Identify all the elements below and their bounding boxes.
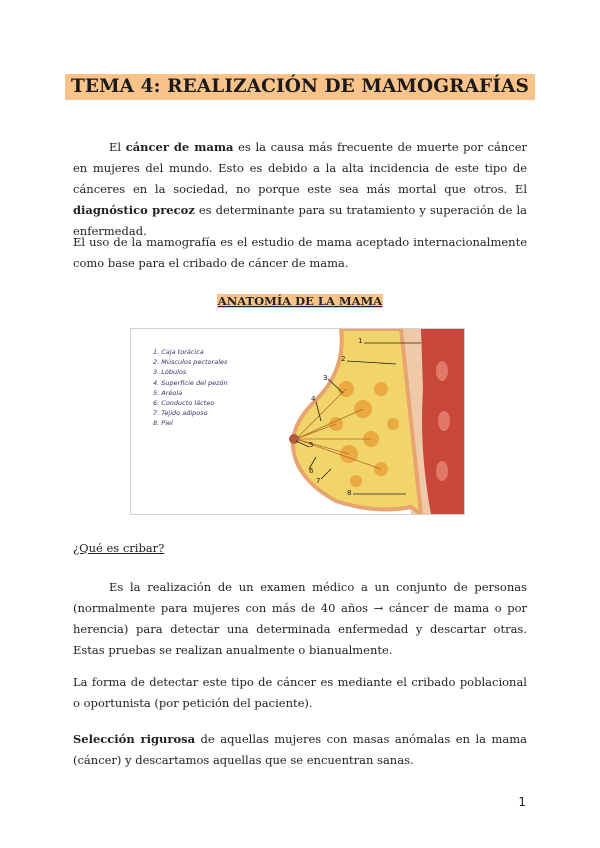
- title-container: [0, 74, 600, 100]
- rib-shape: [436, 461, 448, 481]
- legend-item: 7. Tejido adiposo: [153, 409, 208, 418]
- callout-label: 5: [309, 441, 314, 449]
- intro-bold-cancer: cáncer de mama: [125, 140, 234, 154]
- legend-item: 3. Lóbulos: [153, 368, 187, 377]
- legend-item: 6. Conducto lácteo: [153, 399, 215, 408]
- mammography-paragraph: [73, 232, 527, 274]
- legend-item: 2. Músculos pectorales: [153, 358, 228, 367]
- legend-item: 4. Superficie del pezón: [153, 378, 228, 387]
- intro-paragraph: [73, 137, 527, 242]
- callout-label: 8: [347, 489, 352, 497]
- mammography-text: El uso de la mamografía es el estudio de mama aceptado internacionalmente como base para el cribado de cáncer de mama.: [73, 235, 527, 270]
- screening-text: Es la realización de un examen médico a un conjunto de personas (normalmente para mujeres con más de 40 años → cáncer de mama o por herencia) para detectar una determinada enfermedad y descartar otras. Estas pruebas se realizan anualmente o bianualmente.: [73, 580, 527, 657]
- callout-label: 2: [341, 355, 346, 363]
- rib-shape: [436, 361, 448, 381]
- screening-paragraph: [73, 577, 527, 661]
- callout-label: 3: [323, 374, 328, 382]
- intro-text-1: El: [109, 140, 126, 154]
- selection-bold: Selección rigurosa: [73, 732, 196, 746]
- figure-legend: [153, 347, 228, 429]
- selection-paragraph: [73, 729, 527, 771]
- anatomy-heading-container: [0, 290, 600, 309]
- intro-text-3: es determinante para su tratamiento y superación de la enfermedad.: [73, 203, 527, 238]
- anatomy-heading: ANATOMÍA DE LA MAMA: [217, 294, 383, 308]
- detection-paragraph: [73, 672, 527, 714]
- intro-bold-diagnosis: diagnóstico precoz: [73, 203, 195, 217]
- legend-item: 5. Aréola: [153, 388, 183, 397]
- intro-text-2: es la causa más frecuente de muerte por cáncer en mujeres del mundo. Esto es debido a la alta incidencia de este tipo de cánceres en la sociedad, no porque este sea más mortal que otros. El: [73, 140, 528, 196]
- breast-anatomy-figure: [130, 328, 465, 515]
- legend-item: 8. Piel: [153, 419, 173, 428]
- callout-label: 1: [358, 337, 363, 345]
- nipple: [289, 434, 299, 444]
- page-title: TEMA 4: REALIZACIÓN DE MAMOGRAFÍAS: [65, 74, 535, 100]
- callout-label: 6: [309, 467, 314, 475]
- selection-text: de aquellas mujeres con masas anómalas en la mama (cáncer) y descartamos aquellas que se encuentran sanas.: [73, 732, 527, 767]
- detection-text: La forma de detectar este tipo de cáncer es mediante el cribado poblacional o oportunista (por petición del paciente).: [73, 675, 527, 710]
- callout-label: 7: [316, 477, 321, 485]
- callout-label: 4: [311, 395, 316, 403]
- page-number: 1: [518, 795, 526, 809]
- question-heading: ¿Qué es cribar?: [73, 541, 165, 555]
- rib-shape: [438, 411, 450, 431]
- legend-item: 1. Caja torácica: [153, 348, 204, 356]
